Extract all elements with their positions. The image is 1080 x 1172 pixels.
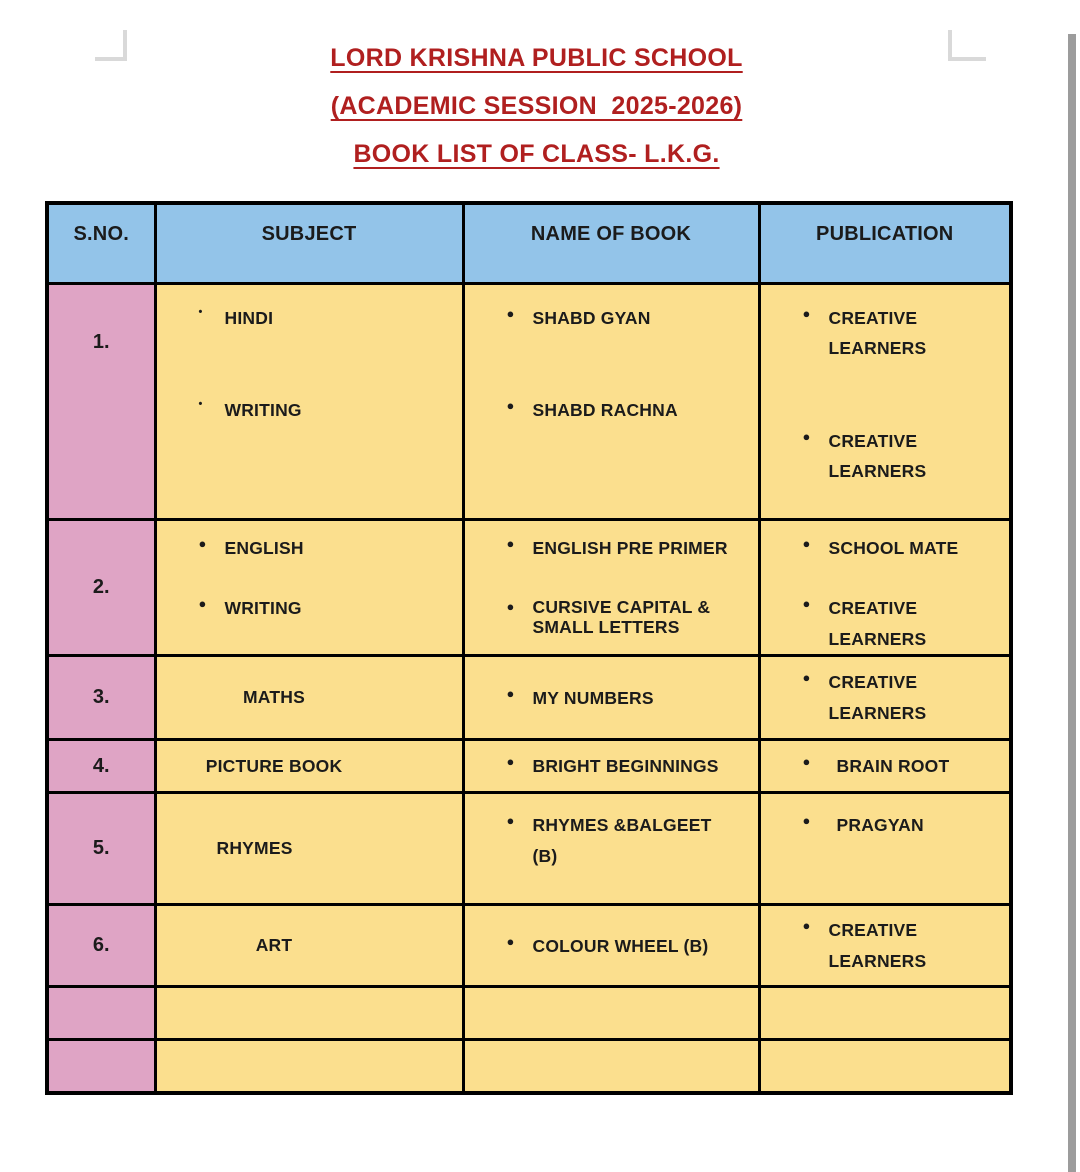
list-item <box>197 533 462 564</box>
list-item <box>801 751 1010 782</box>
book-list-title: BOOK LIST OF CLASS- L.K.G. <box>353 140 720 168</box>
book-name: BRIGHT BEGINNINGS <box>532 756 719 777</box>
list-item <box>801 426 1010 487</box>
list-item <box>505 683 758 714</box>
bullet-icon: ● <box>198 596 207 612</box>
subject-label: RHYMES <box>216 838 293 859</box>
subject-cell <box>155 793 463 905</box>
bullet-icon: ● <box>506 599 515 615</box>
list-item <box>505 751 758 782</box>
book-name: ENGLISH PRE PRIMER <box>532 537 728 558</box>
publication-name: CREATIVE LEARNERS <box>828 307 927 359</box>
empty-cell <box>463 1040 759 1093</box>
list-item <box>505 303 758 334</box>
book-name: CURSIVE CAPITAL & SMALL LETTERS <box>532 597 711 637</box>
publication-cell <box>759 740 1011 793</box>
serial-number-cell: 5. <box>47 793 155 905</box>
book-name: MY NUMBERS <box>532 687 654 708</box>
list-item <box>505 931 758 962</box>
book-name: RHYMES &BALGEET (B) <box>532 815 712 866</box>
subject-label: HINDI <box>224 307 274 328</box>
list-item <box>197 395 462 426</box>
document-page <box>0 34 1080 1172</box>
subject-label: WRITING <box>224 598 302 619</box>
empty-cell <box>759 1040 1011 1093</box>
empty-cell <box>155 1040 463 1093</box>
empty-serial-cell <box>47 987 155 1040</box>
subject-cell <box>155 656 463 740</box>
bullet-icon: ● <box>802 670 811 686</box>
table-row-empty <box>47 1040 1011 1093</box>
bullet-icon: ● <box>506 398 515 414</box>
table-row <box>47 905 1011 987</box>
bullet-icon: ● <box>506 933 515 949</box>
subject-cell <box>155 519 463 656</box>
table-row <box>47 519 1011 656</box>
bullet-icon: ● <box>802 918 811 934</box>
table-row <box>47 656 1011 740</box>
publication-cell <box>759 793 1011 905</box>
serial-number-cell: 3. <box>47 656 155 740</box>
subject-label: ART <box>255 935 293 956</box>
book-cell <box>463 656 759 740</box>
book-cell <box>463 519 759 656</box>
subject-cell <box>155 740 463 793</box>
list-item <box>801 593 1010 654</box>
page-corner-mark-left <box>95 30 127 61</box>
publication-name: CREATIVE LEARNERS <box>828 430 927 482</box>
bullet-icon: ● <box>802 754 811 770</box>
bullet-icon: ● <box>802 428 811 444</box>
publication-cell <box>759 656 1011 740</box>
empty-cell <box>155 987 463 1040</box>
subject-cell <box>155 283 463 519</box>
empty-cell <box>463 987 759 1040</box>
list-item <box>505 593 758 637</box>
list-item <box>505 395 758 426</box>
list-item <box>801 810 1010 841</box>
bullet-icon: ● <box>802 813 811 829</box>
table-header-row <box>47 203 1011 283</box>
table-row <box>47 740 1011 793</box>
publication-name: PRAGYAN <box>836 815 924 836</box>
book-cell <box>463 740 759 793</box>
serial-number-cell: 2. <box>47 519 155 656</box>
subject-label: PICTURE BOOK <box>205 755 343 776</box>
book-name: SHABD RACHNA <box>532 400 678 421</box>
bullet-icon: • <box>198 398 203 411</box>
bullet-icon: • <box>198 305 203 318</box>
serial-number-cell: 4. <box>47 740 155 793</box>
list-item <box>801 303 1010 364</box>
publication-name: CREATIVE LEARNERS <box>828 672 927 723</box>
subject-label: WRITING <box>224 400 302 421</box>
serial-number-cell: 6. <box>47 905 155 987</box>
page-corner-mark-right <box>948 30 986 61</box>
empty-serial-cell <box>47 1040 155 1093</box>
bullet-icon: ● <box>198 535 207 551</box>
publication-name: CREATIVE LEARNERS <box>828 920 927 971</box>
header-publication: PUBLICATION <box>759 203 1011 283</box>
list-item <box>801 915 1010 976</box>
bullet-icon: ● <box>802 305 811 321</box>
publication-cell <box>759 519 1011 656</box>
table-row <box>47 283 1011 519</box>
publication-name: SCHOOL MATE <box>828 537 959 558</box>
list-item <box>801 533 1010 564</box>
bullet-icon: ● <box>802 535 811 551</box>
right-edge-strip <box>1068 34 1076 1172</box>
book-name: COLOUR WHEEL (B) <box>532 935 709 956</box>
publication-name: BRAIN ROOT <box>836 756 950 777</box>
bullet-icon: ● <box>506 535 515 551</box>
book-cell <box>463 793 759 905</box>
list-item <box>505 533 758 564</box>
book-cell <box>463 905 759 987</box>
bullet-icon: ● <box>506 813 515 829</box>
header-subject: SUBJECT <box>155 203 463 283</box>
subject-label: MATHS <box>243 687 305 708</box>
table-row-empty <box>47 987 1011 1040</box>
list-item <box>801 667 1010 728</box>
publication-cell <box>759 905 1011 987</box>
book-cell <box>463 283 759 519</box>
publication-cell <box>759 283 1011 519</box>
publication-name: CREATIVE LEARNERS <box>828 598 927 649</box>
bullet-icon: ● <box>802 596 811 612</box>
table-row <box>47 793 1011 905</box>
header-name-of-book: NAME OF BOOK <box>463 203 759 283</box>
list-item <box>197 303 462 334</box>
book-list-table <box>45 201 1013 1095</box>
subject-label: ENGLISH <box>224 537 304 558</box>
bullet-icon: ● <box>506 305 515 321</box>
serial-number-cell: 1. <box>47 283 155 519</box>
list-item <box>505 810 758 871</box>
school-name-title: LORD KRISHNA PUBLIC SCHOOL <box>330 44 743 72</box>
subject-cell <box>155 905 463 987</box>
empty-cell <box>759 987 1011 1040</box>
header-sno: S.NO. <box>47 203 155 283</box>
list-item <box>197 593 462 624</box>
bullet-icon: ● <box>506 685 515 701</box>
academic-session-title: (ACADEMIC SESSION 2025-2026) <box>330 92 743 120</box>
document-header <box>45 34 1028 178</box>
bullet-icon: ● <box>506 754 515 770</box>
book-name: SHABD GYAN <box>532 307 651 328</box>
